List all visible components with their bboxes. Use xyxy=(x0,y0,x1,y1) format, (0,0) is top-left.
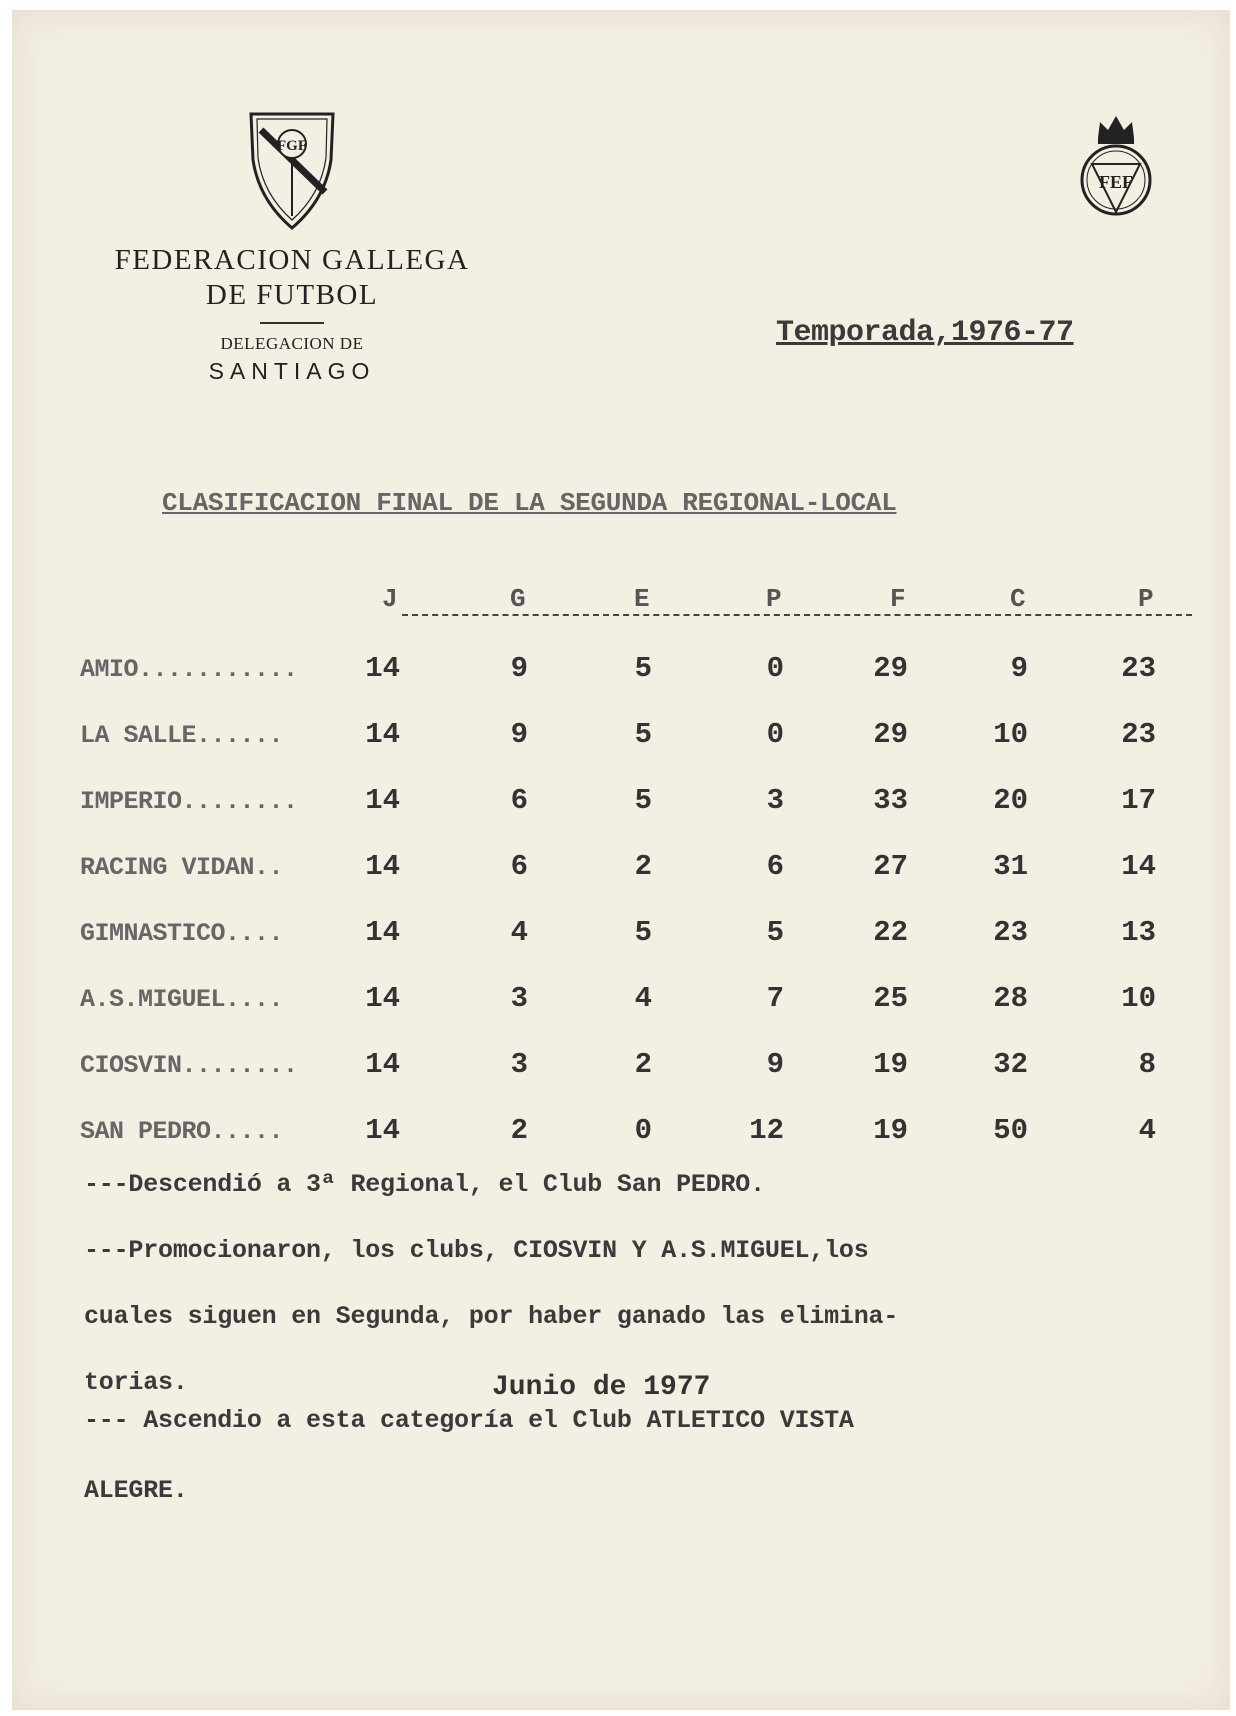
stat-cell: 2 xyxy=(510,1114,528,1147)
stat-cell: 4 xyxy=(1138,1114,1156,1147)
stat-cell: 4 xyxy=(634,982,652,1015)
stat-cell: 5 xyxy=(634,784,652,817)
stat-cell: 17 xyxy=(1121,784,1156,817)
stat-cell: 14 xyxy=(365,652,400,685)
stat-cell: 2 xyxy=(634,850,652,883)
note-line: ---Descendió a 3ª Regional, el Club San PEDRO. xyxy=(84,1170,765,1199)
stat-cell: 6 xyxy=(510,784,528,817)
stat-cell: 14 xyxy=(365,784,400,817)
fgf-shield-logo xyxy=(247,110,337,230)
delegation-city: SANTIAGO xyxy=(208,358,376,384)
stat-cell: 23 xyxy=(1121,718,1156,751)
note-line: --- Ascendio a esta categoría el Club ATLETICO VISTA xyxy=(84,1406,854,1435)
stat-cell: 4 xyxy=(510,916,528,949)
stat-cell: 5 xyxy=(634,652,652,685)
team-name: IMPERIO........ xyxy=(80,787,298,816)
stat-cell: 27 xyxy=(873,850,908,883)
note-line: ---Promocionaron, los clubs, CIOSVIN Y A.S.MIGUEL,los xyxy=(84,1236,869,1265)
stat-cell: 12 xyxy=(749,1114,784,1147)
fgf-logo-letters: FGF xyxy=(277,138,307,154)
stat-cell: 3 xyxy=(510,982,528,1015)
stat-cell: 13 xyxy=(1121,916,1156,949)
stat-cell: 25 xyxy=(873,982,908,1015)
header-underline xyxy=(402,614,1192,616)
fef-crown-logo xyxy=(1076,108,1156,220)
letterhead xyxy=(82,110,502,385)
stat-cell: 9 xyxy=(1010,652,1028,685)
standings-title: CLASIFICACION FINAL DE LA SEGUNDA REGIONAL-LOCAL xyxy=(162,488,897,518)
fef-logo-letters: FEF xyxy=(1099,172,1133,192)
stat-cell: 6 xyxy=(766,850,784,883)
stat-cell: 14 xyxy=(365,718,400,751)
season-title: Temporada,1976-77 xyxy=(776,316,1074,350)
document-page xyxy=(12,10,1230,1710)
stat-cell: 29 xyxy=(873,652,908,685)
stat-cell: 3 xyxy=(766,784,784,817)
stat-cell: 32 xyxy=(993,1048,1028,1081)
stat-cell: 28 xyxy=(993,982,1028,1015)
stat-cell: 14 xyxy=(365,850,400,883)
team-name: GIMNASTICO.... xyxy=(80,919,284,948)
column-header: P xyxy=(766,584,782,614)
stat-cell: 29 xyxy=(873,718,908,751)
stat-cell: 14 xyxy=(365,1114,400,1147)
column-header: C xyxy=(1010,584,1026,614)
stat-cell: 7 xyxy=(766,982,784,1015)
stat-cell: 9 xyxy=(766,1048,784,1081)
column-header: P xyxy=(1138,584,1154,614)
stat-cell: 14 xyxy=(365,982,400,1015)
stat-cell: 0 xyxy=(634,1114,652,1147)
note-line: torias. xyxy=(84,1368,188,1397)
stat-cell: 50 xyxy=(993,1114,1028,1147)
stat-cell: 5 xyxy=(766,916,784,949)
stat-cell: 9 xyxy=(510,718,528,751)
org-name-line1: FEDERACION GALLEGA xyxy=(114,244,470,276)
stat-cell: 5 xyxy=(634,916,652,949)
stat-cell: 14 xyxy=(1121,850,1156,883)
team-name: CIOSVIN........ xyxy=(80,1051,298,1080)
team-name: SAN PEDRO..... xyxy=(80,1117,284,1146)
stat-cell: 6 xyxy=(510,850,528,883)
column-header: E xyxy=(634,584,650,614)
stat-cell: 8 xyxy=(1138,1048,1156,1081)
document-date: Junio de 1977 xyxy=(492,1372,711,1403)
stat-cell: 19 xyxy=(873,1114,908,1147)
note-line: cuales siguen en Segunda, por haber ganado las elimina- xyxy=(84,1302,899,1331)
stat-cell: 0 xyxy=(766,718,784,751)
stat-cell: 33 xyxy=(873,784,908,817)
note-line: ALEGRE. xyxy=(84,1476,188,1505)
delegation-label: DELEGACION DE xyxy=(220,334,364,353)
stat-cell: 31 xyxy=(993,850,1028,883)
stat-cell: 14 xyxy=(365,916,400,949)
letterhead-divider xyxy=(260,322,324,324)
team-name: LA SALLE...... xyxy=(80,721,284,750)
stat-cell: 9 xyxy=(510,652,528,685)
stat-cell: 10 xyxy=(993,718,1028,751)
stat-cell: 0 xyxy=(766,652,784,685)
org-name-line2: DE FUTBOL xyxy=(205,279,379,311)
team-name: A.S.MIGUEL.... xyxy=(80,985,284,1014)
stat-cell: 20 xyxy=(993,784,1028,817)
stat-cell: 2 xyxy=(634,1048,652,1081)
stat-cell: 3 xyxy=(510,1048,528,1081)
team-name: RACING VIDAN.. xyxy=(80,853,284,882)
stat-cell: 10 xyxy=(1121,982,1156,1015)
column-header: F xyxy=(890,584,906,614)
stat-cell: 23 xyxy=(1121,652,1156,685)
stat-cell: 23 xyxy=(993,916,1028,949)
column-header: J xyxy=(382,584,398,614)
stat-cell: 22 xyxy=(873,916,908,949)
stat-cell: 5 xyxy=(634,718,652,751)
stat-cell: 19 xyxy=(873,1048,908,1081)
team-name: AMIO........... xyxy=(80,655,298,684)
stat-cell: 14 xyxy=(365,1048,400,1081)
column-header: G xyxy=(510,584,526,614)
